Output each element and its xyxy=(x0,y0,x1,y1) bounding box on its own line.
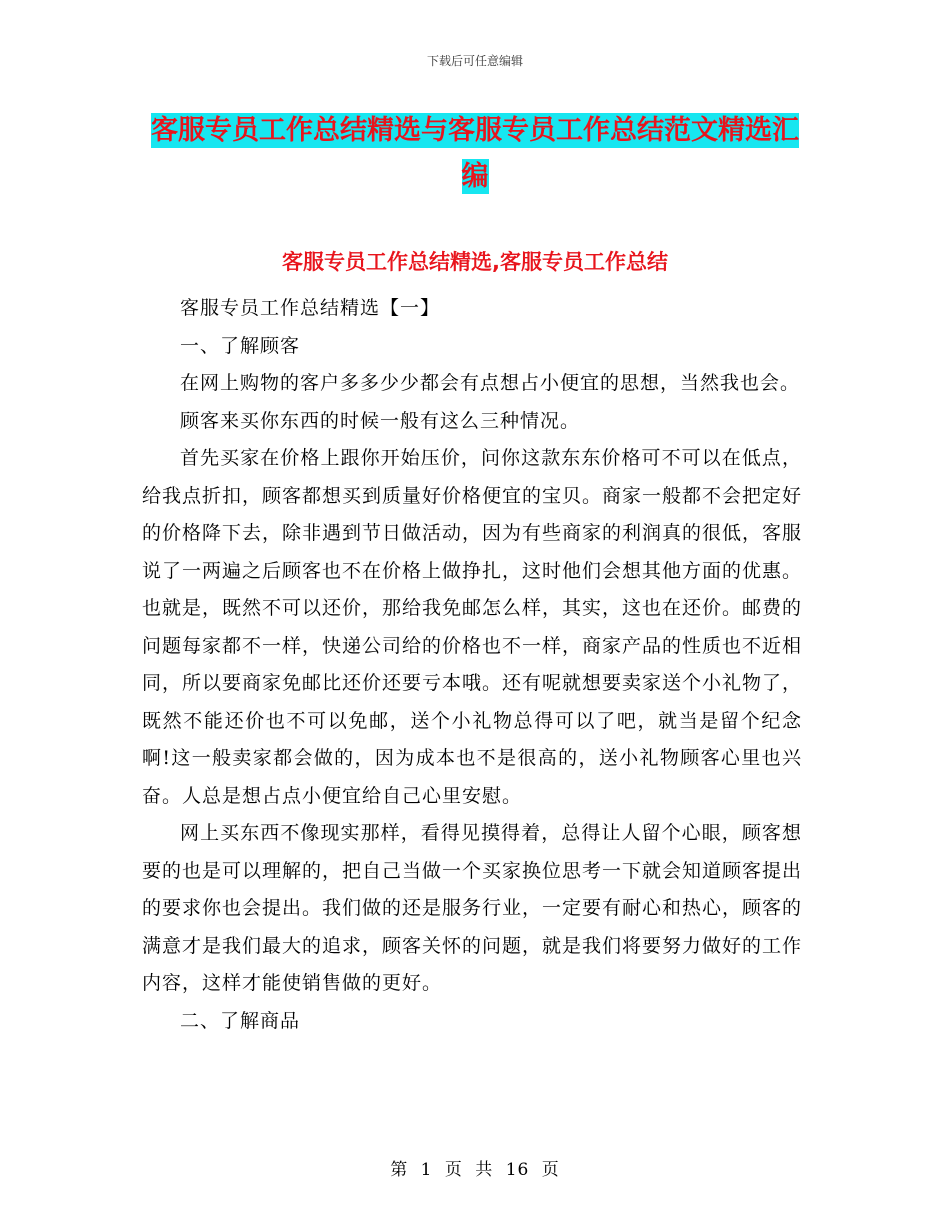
document-title xyxy=(140,108,810,200)
document-body xyxy=(142,290,802,1040)
body-paragraph: 首先买家在价格上跟你开始压价，问你这款东东价格可不可以在低点，给我点折扣，顾客都想买到质量好价格便宜的宝贝。商家一般都不会把定好的价格降下去，除非遇到节日做活动，因为有些商家的利润真的很低，客服说了一两遍之后顾客也不在价格上做挣扎，这时他们会想其他方面的优惠。也就是，既然不可以还价，那给我免邮怎么样，其实，这也在还价。邮费的问题每家都不一样，快递公司给的价格也不一样，商家产品的性质也不近相同，所以要商家免邮比还价还要亏本哦。还有呢就想要卖家送个小礼物了，既然不能还价也不可以免邮，送个小礼物总得可以了吧，就当是留个纪念啊!这一般卖家都会做的，因为成本也不是很高的，送小礼物顾客心里也兴奋。人总是想占点小便宜给自己心里安慰。 xyxy=(142,447,803,807)
page-number: 第 1 页 共 16 页 xyxy=(390,1160,560,1180)
subsection-heading: 二、了解商品 xyxy=(180,1009,301,1032)
document-subtitle: 客服专员工作总结精选,客服专员工作总结 xyxy=(282,250,668,274)
body-paragraph: 顾客来买你东西的时候一般有这么三种情况。 xyxy=(180,409,581,432)
body-paragraph: 在网上购物的客户多多少少都会有点想占小便宜的思想，当然我也会。 xyxy=(180,372,801,394)
body-paragraph: 网上买东西不像现实那样，看得见摸得着，总得让人留个心眼，顾客想要的也是可以理解的，把自己当做一个买家换位思考一下就会知道顾客提出的要求你也会提出。我们做的还是服务行业，一定要有耐心和热心，顾客的满意才是我们最大的追求，顾客关怀的问题，就是我们将要努力做好的工作内容，这样才能使销售做的更好。 xyxy=(142,822,803,994)
page-header-note: 下载后可任意编辑 xyxy=(426,54,523,68)
document-title-text: 客服专员工作总结精选与客服专员工作总结范文精选汇编 xyxy=(151,115,799,192)
section-heading: 客服专员工作总结精选【一】 xyxy=(180,297,441,319)
subsection-heading: 一、了解顾客 xyxy=(180,334,301,357)
